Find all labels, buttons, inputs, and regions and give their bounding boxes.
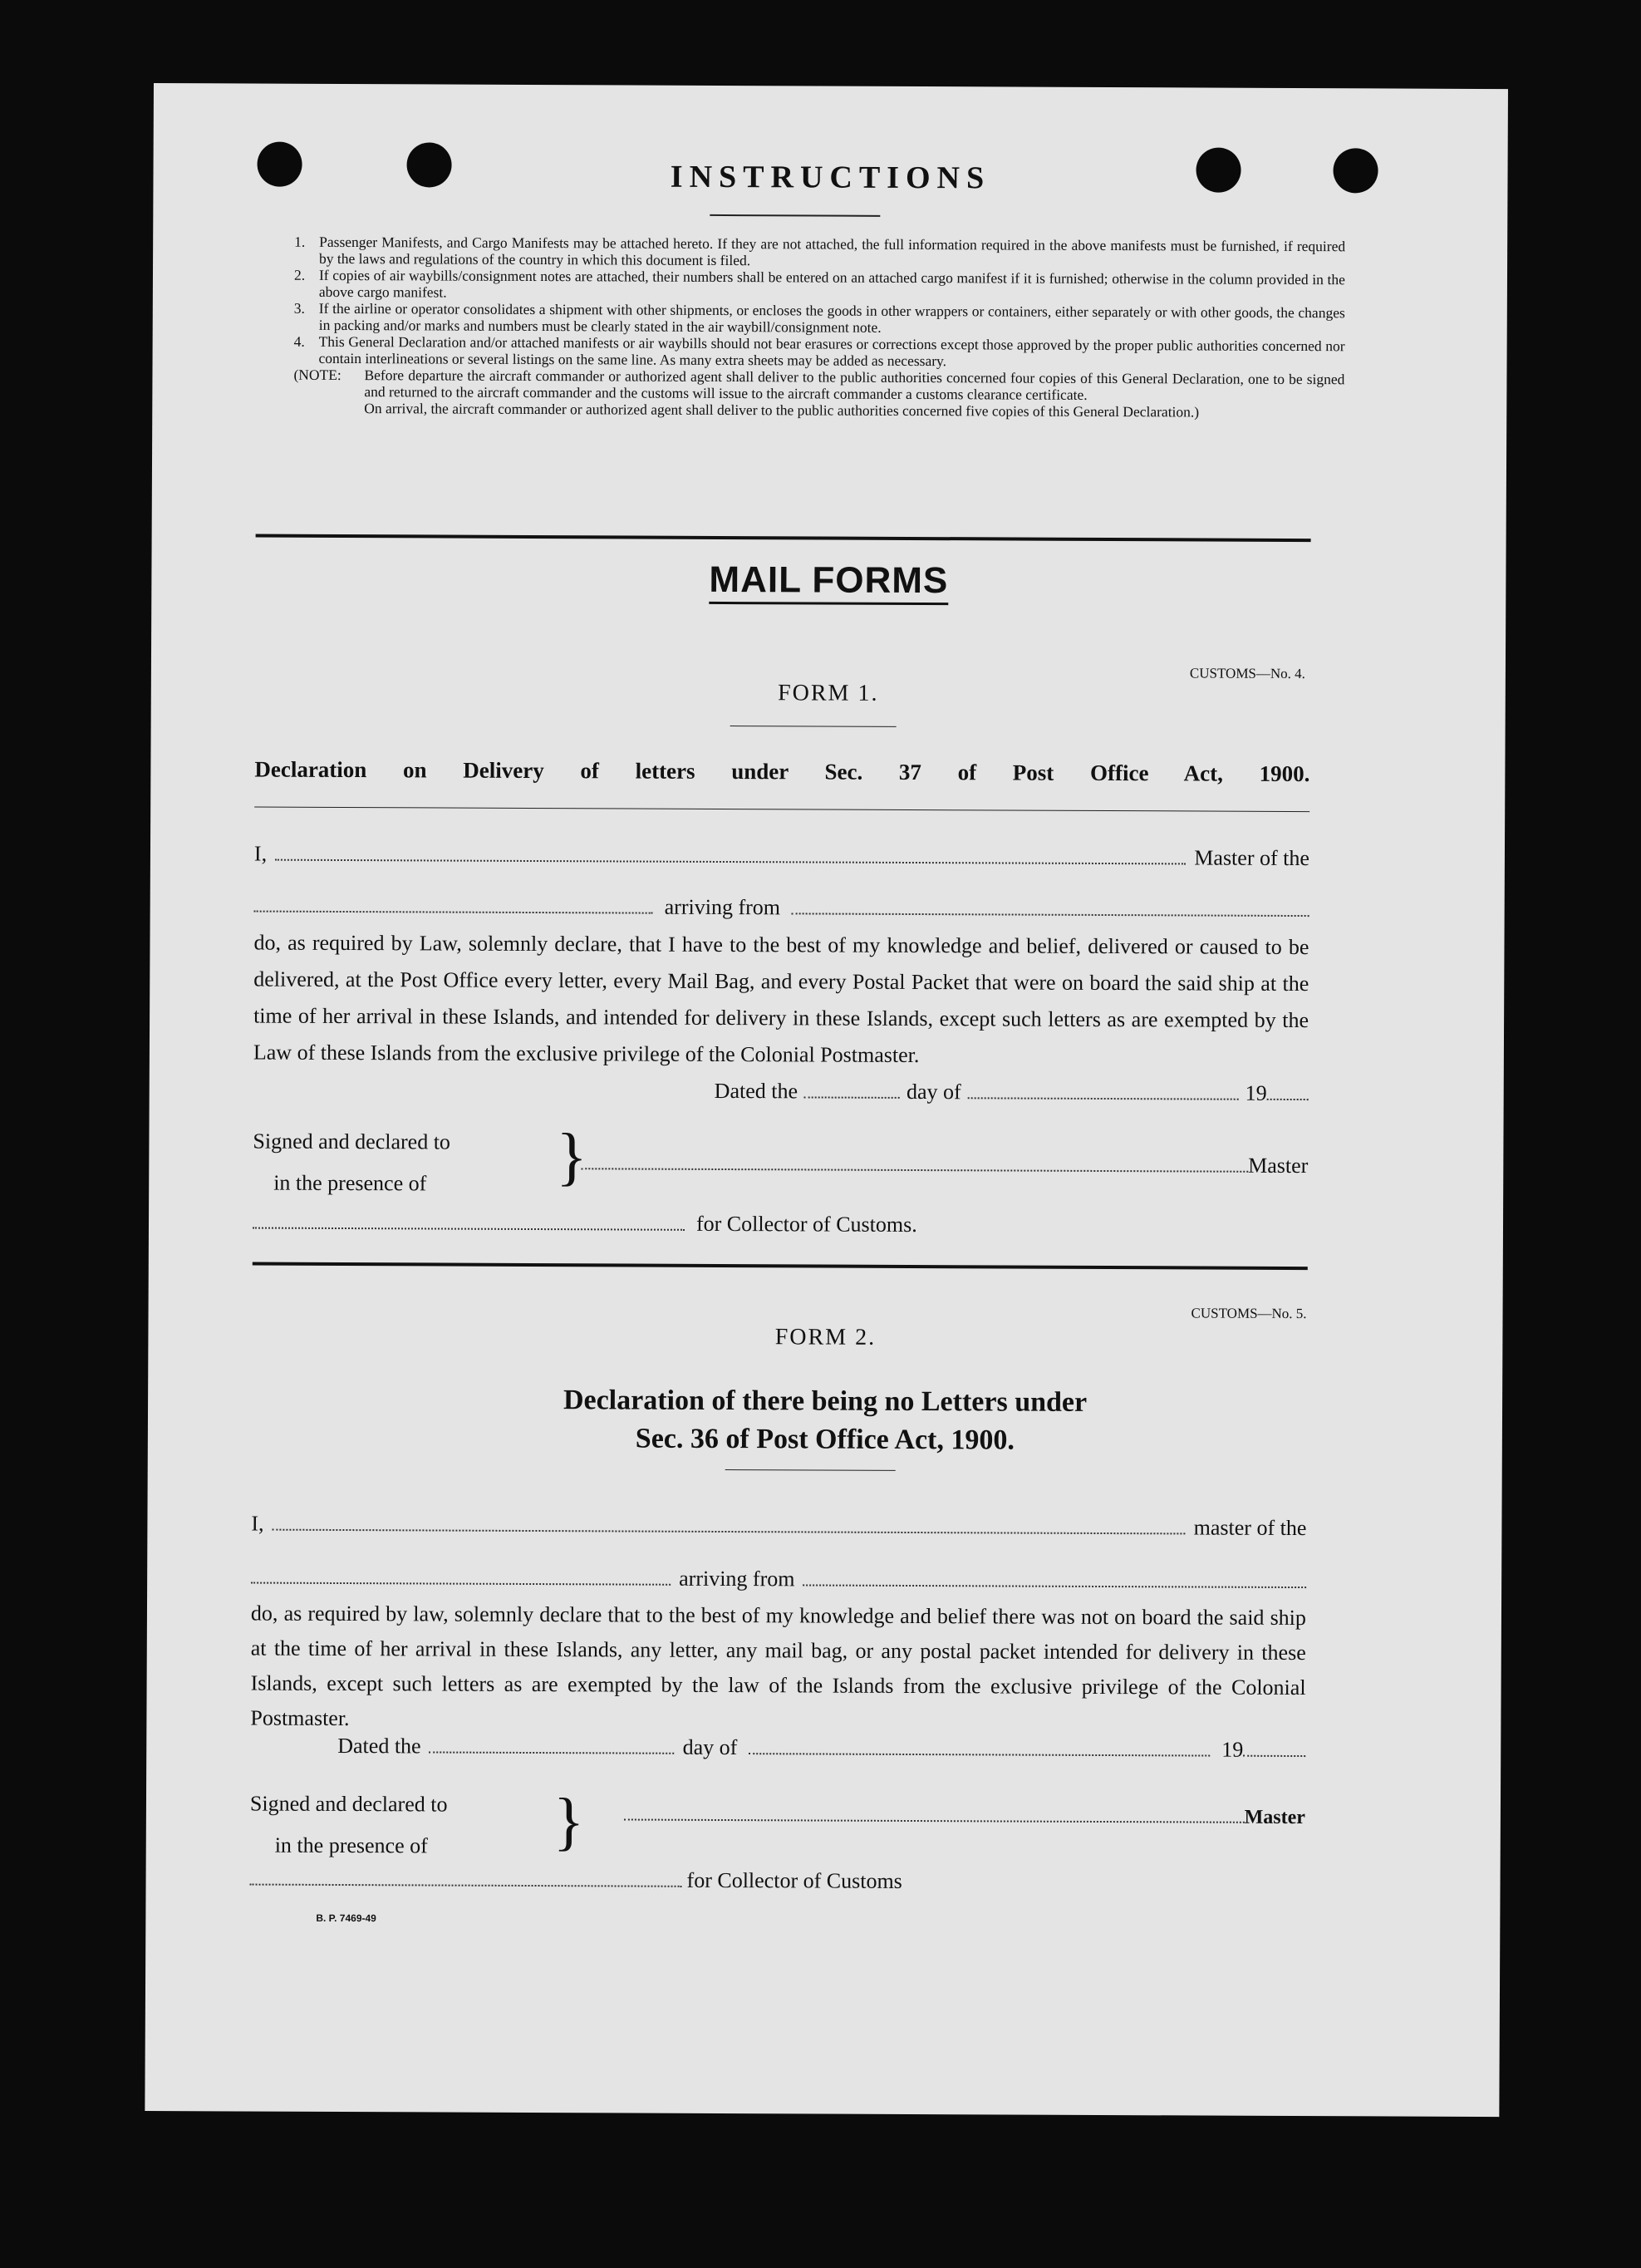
form2-customs-number: CUSTOMS—No. 5. xyxy=(1191,1305,1307,1322)
form1-rule xyxy=(254,807,1309,813)
form1-date-month-field[interactable] xyxy=(968,1097,1239,1100)
form1-customs-number: CUSTOMS—No. 4. xyxy=(1189,665,1305,682)
form1-date-day-field[interactable] xyxy=(804,1096,900,1099)
form2-body: do, as required by law, solemnly declare that to the best of my knowledge and belief there was not on board the said ship at the time of her arrival in these Islands, any letter, any mail bag, or any postal packet intended for delivery in these Islands, except such letters as are exempted by the law of the Islands from the exclusive privilege of the Colonial Postmaster. xyxy=(250,1601,1307,1731)
form1-master-signature-field[interactable] xyxy=(581,1168,1248,1173)
form2-declaration-title: Declaration of there being no Letters under Sec. 36 of Post Office Act, 1900. xyxy=(563,1385,1088,1456)
form1-dated-line: Dated the day of 19 xyxy=(715,1079,1309,1106)
form2-master-name-field[interactable] xyxy=(273,1529,1186,1535)
form1-body: do, as required by Law, solemnly declare, that I have to the best of my knowledge and belief, delivered or caused to be delivered, at the Post Office every letter, every Mail Bag, and every Postal Packet that were on board the said ship at the time of her arrival in these Islands, and intended for delivery in these Islands, except such letters as are exempted by the Law of these Islands from the exclusive privilege of the Colonial Postmaster. xyxy=(253,930,1309,1068)
instruction-item-3: 3. If the airline or operator consolidates a shipment with other shipments, or encloses the goods in other wrappers or containers, either separately or with other goods, the changes in packing and/or marks and numbers must be clearly stated in the air waybill/consignment note. xyxy=(293,299,1345,336)
form2-collector-signature-field[interactable] xyxy=(250,1884,682,1887)
form1-declaration-title: Declaration on Delivery of letters under Sec. 37 of Post Office Act, 1900. xyxy=(254,756,1310,787)
form1-date-year-field[interactable] xyxy=(1267,1099,1309,1100)
form1-title: FORM 1. xyxy=(778,680,879,706)
instructions-heading: INSTRUCTIONS xyxy=(670,159,991,196)
form1-collector-line: for Collector of Customs. xyxy=(253,1210,1000,1238)
printer-code: B. P. 7469-49 xyxy=(316,1911,376,1925)
document-page xyxy=(145,83,1508,2117)
form2-arriving-line: arriving from xyxy=(251,1565,1306,1595)
mail-forms-heading: MAIL FORMS xyxy=(151,557,1506,604)
instructions-list xyxy=(293,234,1345,421)
section-divider-middle xyxy=(253,1262,1308,1271)
instruction-note: (NOTE: Before departure the aircraft commander or authorized agent shall deliver to the public authorities concerned four copies of this General Declaration, one to be signed and returned to the aircraft commander and the customs will issue to the aircraft commander a customs clearance certificate. On arrival, the aircraft commander or authorized agent shall deliver to the public authorities concerned five copies of this General Declaration.) xyxy=(293,366,1345,421)
form2-signed-block: Signed and declared to in the presence of xyxy=(249,1791,448,1858)
form2-date-day-field[interactable] xyxy=(430,1751,675,1754)
form1-ship-name-field[interactable] xyxy=(254,911,653,914)
form1-master-line: I, Master of the xyxy=(253,841,1310,871)
form2-title-underline xyxy=(725,1469,896,1471)
form2-date-year-field[interactable] xyxy=(1243,1755,1305,1757)
form2-dated-line: Dated the day of 19 xyxy=(337,1734,1305,1763)
form2-ship-name-field[interactable] xyxy=(251,1582,671,1586)
form1-arriving-line: arriving from xyxy=(254,893,1309,923)
form2-collector-line: for Collector of Customs xyxy=(250,1867,998,1895)
form1-arriving-from-field[interactable] xyxy=(792,913,1309,917)
form2-title: FORM 2. xyxy=(774,1324,877,1350)
instruction-item-1: 1. Passenger Manifests, and Cargo Manifests may be attached hereto. If they are not attached, the full information required in the above manifests must be furnished, if required by the laws and regulations of the country in which this document is filed. xyxy=(294,233,1346,269)
instructions-underline xyxy=(710,214,880,217)
form1-collector-signature-field[interactable] xyxy=(253,1227,685,1231)
form1-master-name-field[interactable] xyxy=(275,859,1186,865)
form2-arriving-from-field[interactable] xyxy=(803,1584,1306,1588)
form2-master-signature-line: Master xyxy=(624,1803,1305,1829)
form2-brace: } xyxy=(553,1784,585,1857)
form1-signed-block: Signed and declared to in the presence of xyxy=(253,1129,451,1196)
form1-brace: } xyxy=(556,1119,588,1193)
form2-date-month-field[interactable] xyxy=(749,1753,1210,1756)
instruction-item-2: 2. If copies of air waybills/consignment notes are attached, their numbers shall be entered on an attached cargo manifest if it is furnished; otherwise in the column provided in the above cargo manifest. xyxy=(293,266,1346,301)
form2-master-line: I, master of the xyxy=(251,1511,1307,1541)
form1-title-underline xyxy=(730,726,897,727)
form2-master-signature-field[interactable] xyxy=(624,1818,1245,1823)
section-divider-top xyxy=(256,534,1311,543)
instruction-item-4: 4. This General Declaration and/or attached manifests or air waybills should not bear erasures or corrections except those approved by the proper public authorities concerned nor contain interlineations or several listings on the same line. As many extra sheets may be added as necessary. xyxy=(293,332,1345,370)
form1-master-signature-line: Master xyxy=(581,1150,1308,1178)
